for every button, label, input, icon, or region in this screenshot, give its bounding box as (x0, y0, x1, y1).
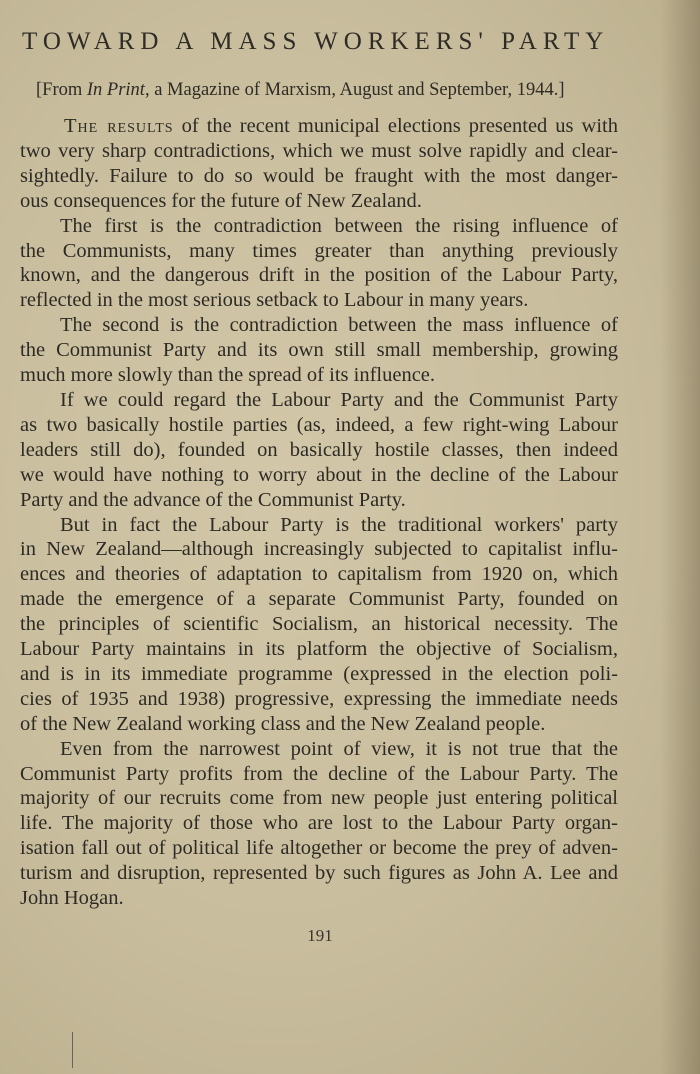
text-line: we would have nothing to worry about in the decline of the Labour (20, 463, 618, 486)
text-line: two very sharp contradictions, which we must solve rapidly and clear- (20, 139, 618, 162)
text-line: The first is the contradiction between the rising influence of (60, 214, 618, 237)
text-line: known, and the dangerous drift in the position of the Labour Party, (20, 264, 618, 287)
text-line: leaders still do), founded on basically hostile classes, then indeed (20, 438, 618, 461)
text-line: of the New Zealand working class and the New Zealand people. (20, 712, 546, 735)
text-line: life. The majority of those who are lost to the Labour Party organ- (20, 812, 618, 835)
text-line: cies of 1935 and 1938) progressive, expressing the immediate needs (20, 687, 618, 710)
text-line: the Communist Party and its own still small membership, growing (20, 339, 618, 362)
source-note (36, 80, 636, 101)
page-edge-shadow (660, 0, 700, 1074)
text-line: reflected in the most serious setback to Labour in many years. (20, 289, 529, 312)
lead-in-word: The results (64, 115, 174, 137)
running-head: TOWARD A MASS WORKERS' PARTY (22, 28, 610, 55)
lead-in-rest: of the recent municipal elections presented us with (181, 115, 618, 137)
text-line: sightedly. Failure to do so would be fraught with the most danger- (20, 164, 618, 187)
page-number: 191 (307, 926, 333, 945)
text-line: the Communists, many times greater than anything previously (20, 239, 618, 262)
text-line: Labour Party maintains in its platform the objective of Socialism, (20, 638, 618, 661)
magazine-title: In Print (86, 80, 145, 100)
text-line: ous consequences for the future of New Zealand. (20, 189, 422, 212)
text-line: John Hogan. (20, 887, 124, 910)
text-line: The second is the contradiction between the mass influence of (60, 314, 618, 337)
source-open: [From (36, 80, 87, 100)
text-line: the principles of scientific Socialism, an historical necessity. The (20, 613, 618, 636)
text-line: much more slowly than the spread of its influence. (20, 364, 436, 387)
text-line: Communist Party profits from the decline of the Labour Party. The (20, 762, 618, 785)
text-line: turism and disruption, represented by such figures as John A. Lee and (20, 862, 618, 885)
text-line: majority of our recruits come from new people just entering political (20, 787, 618, 810)
text-line: made the emergence of a separate Communist Party, founded on (20, 588, 618, 611)
text-line: If we could regard the Labour Party and the Communist Party (60, 388, 618, 411)
text-line (20, 114, 618, 139)
source-rest: , a Magazine of Marxism, August and September, 1944.] (144, 80, 565, 100)
text-line: Party and the advance of the Communist Party. (20, 488, 406, 511)
body-text (20, 114, 618, 911)
pencil-mark (72, 1032, 73, 1068)
text-line: and is in its immediate programme (expressed in the election poli- (20, 662, 618, 685)
text-line: ences and theories of adaptation to capitalism from 1920 on, which (20, 563, 618, 586)
text-line: isation fall out of political life altogether or become the prey of adven- (20, 837, 618, 860)
text-line: But in fact the Labour Party is the traditional workers' party (60, 513, 618, 536)
text-line: Even from the narrowest point of view, it is not true that the (60, 737, 618, 760)
text-line: in New Zealand—although increasingly subjected to capitalist influ- (20, 538, 618, 561)
text-line: as two basically hostile parties (as, indeed, a few right-wing Labour (20, 413, 618, 436)
